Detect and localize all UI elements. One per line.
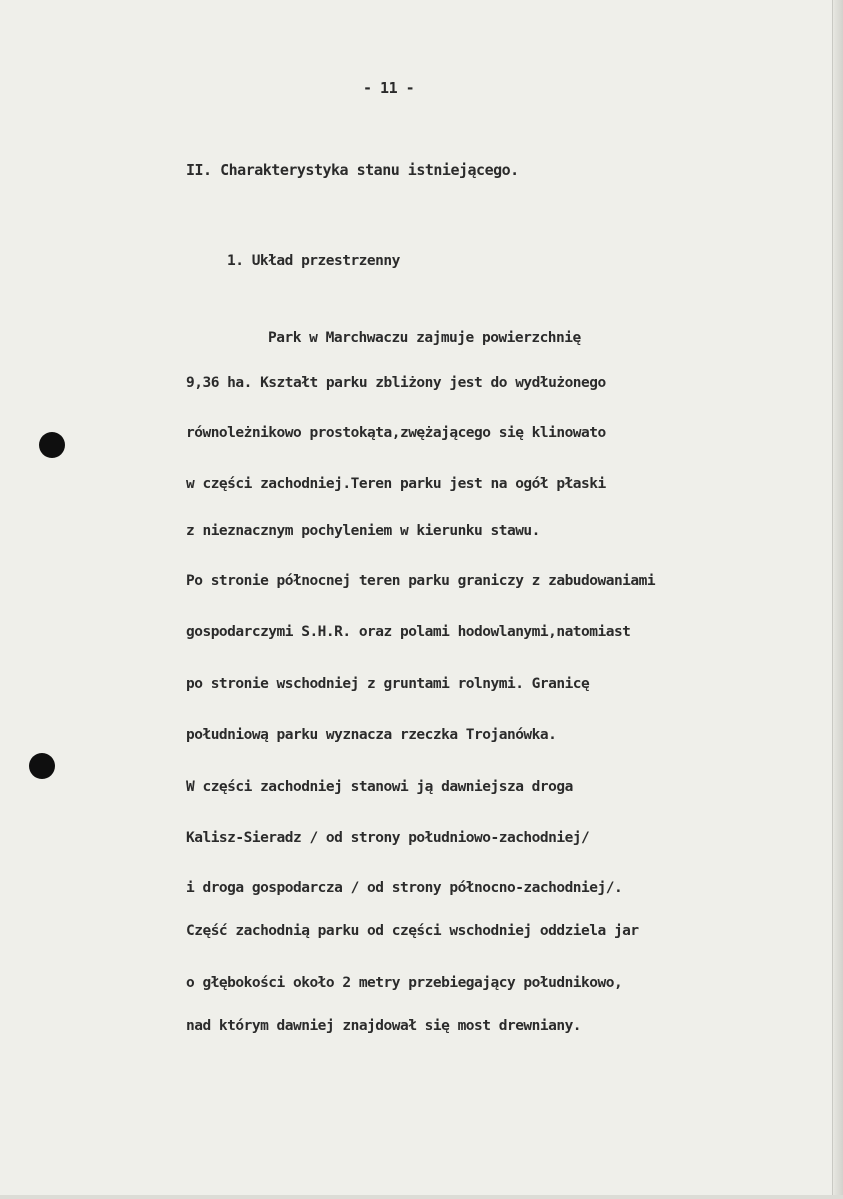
paragraph-line: i droga gospodarcza / od strony północno-zachodniej/. (186, 880, 623, 896)
page-bottom-edge (0, 1195, 843, 1199)
paragraph-line: Po stronie północnej teren parku graniczy z zabudowaniami (186, 573, 656, 589)
page-edge (832, 0, 843, 1199)
paragraph-line: nad którym dawniej znajdował się most drewniany. (186, 1018, 582, 1034)
paragraph-line: 9,36 ha. Kształt parku zbliżony jest do wydłużonego (186, 375, 606, 391)
paragraph-line: Część zachodnią parku od części wschodniej oddziela jar (186, 923, 639, 939)
paragraph-line: południową parku wyznacza rzeczka Trojanówka. (186, 727, 557, 743)
section-heading: II. Charakterystyka stanu istniejącego. (186, 161, 519, 179)
paragraph-line: z nieznacznym pochyleniem w kierunku stawu. (186, 523, 540, 539)
paragraph-line: Kalisz-Sieradz / od strony południowo-zachodniej/ (186, 830, 590, 846)
paragraph-line: Park w Marchwaczu zajmuje powierzchnię (268, 330, 581, 346)
paragraph-line: po stronie wschodniej z gruntami rolnymi. Granicę (186, 676, 590, 692)
paragraph-line: w części zachodniej.Teren parku jest na ogół płaski (186, 476, 606, 492)
page-number: - 11 - (363, 79, 415, 97)
paragraph-line: o głębokości około 2 metry przebiegający południkowo, (186, 975, 623, 991)
subsection-heading: 1. Układ przestrzenny (227, 253, 400, 269)
punch-hole-bottom (29, 753, 55, 779)
paragraph-line: gospodarczymi S.H.R. oraz polami hodowlanymi,natomiast (186, 624, 631, 640)
paragraph-line: W części zachodniej stanowi ją dawniejsza droga (186, 779, 573, 795)
punch-hole-top (39, 432, 65, 458)
paragraph-line: równoleżnikowo prostokąta,zwężającego się klinowato (186, 425, 606, 441)
